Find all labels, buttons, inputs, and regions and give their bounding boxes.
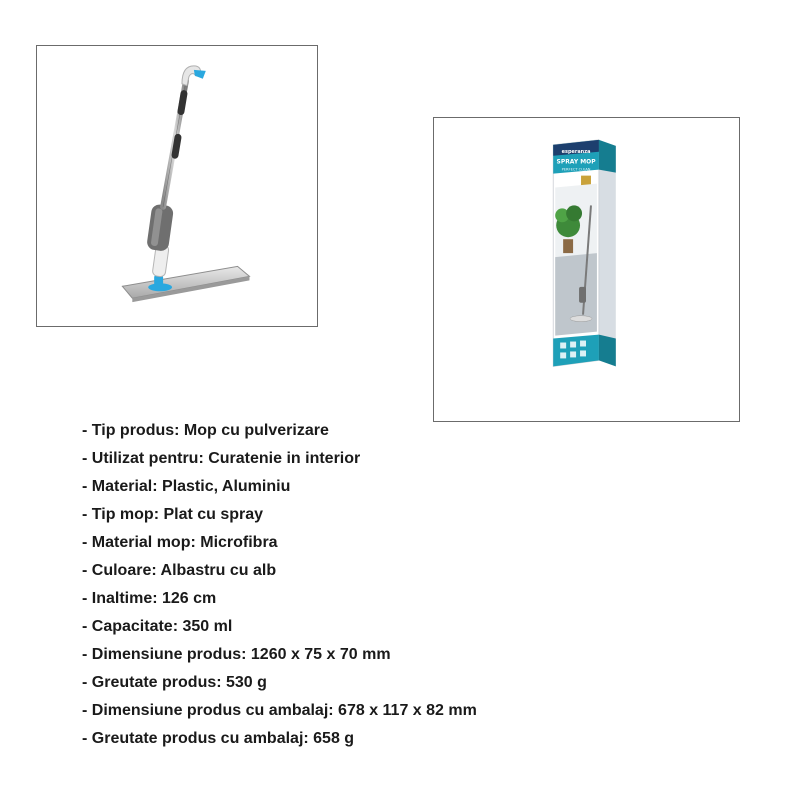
spec-item: - Dimensiune produs cu ambalaj: 678 x 117 x 82 mm xyxy=(82,702,477,719)
mop-product-image xyxy=(36,45,318,327)
spec-item: - Greutate produs cu ambalaj: 658 g xyxy=(82,730,355,747)
spec-item: - Utilizat pentru: Curatenie in interior xyxy=(82,450,361,467)
spray-mop-illustration xyxy=(37,46,317,326)
spec-item: - Dimensiune produs: 1260 x 75 x 70 mm xyxy=(82,646,391,663)
box-subtitle-text: PERFECT CLEAN xyxy=(561,167,591,172)
spec-item: - Greutate produs: 530 g xyxy=(82,674,267,691)
spec-item: - Capacitate: 350 ml xyxy=(82,618,233,635)
spec-item: - Culoare: Albastru cu alb xyxy=(82,562,277,579)
spec-item: - Material: Plastic, Aluminiu xyxy=(82,478,291,495)
spec-list xyxy=(82,419,477,755)
spec-item: - Tip mop: Plat cu spray xyxy=(82,506,264,523)
box-brand-text: esperanza xyxy=(561,148,591,155)
box-title-text: SPRAY MOP xyxy=(556,158,596,166)
spec-item: - Material mop: Microfibra xyxy=(82,534,278,551)
spray-mop-box-illustration xyxy=(434,118,739,421)
spec-item: - Inaltime: 126 cm xyxy=(82,590,217,607)
box-product-image xyxy=(433,117,740,422)
spec-item: - Tip produs: Mop cu pulverizare xyxy=(82,422,329,439)
